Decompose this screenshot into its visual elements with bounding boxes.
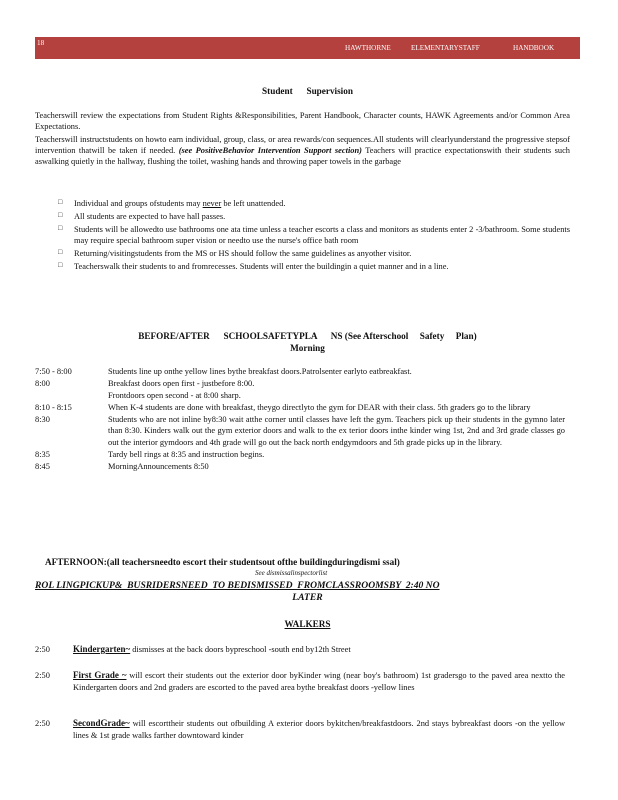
walkers-title: WALKERS — [284, 619, 331, 629]
dismissal-rule-cont: LATER — [292, 592, 323, 603]
pbis-note: (see PositiveBehavior Intervention Support section) — [178, 146, 362, 156]
dismissal-rule: ROL LINGPICKUP& BUSRIDERSNEED TO BEDISMISSED FROMCLASSROOMSBY 2:40 NO — [35, 580, 440, 591]
supervision-paragraph-b-1: Teacherswill instructstudents on howto earn individual, group, class, or area rewards/con sequences.All students will clearlyunderstand the progressive stepsof intervention thatwill be taken if needed. — [35, 135, 570, 156]
schedule-row — [35, 414, 565, 447]
afternoon-note: See dismissalinspectorlist — [255, 569, 328, 577]
walker-grade-label: SecondGrade~ — [73, 718, 130, 728]
schedule-time: 8:10 - 8:15 — [35, 403, 72, 413]
walker-time: 2:50 — [35, 719, 50, 728]
bullet-text: Individual and groups ofstudents may — [74, 199, 201, 208]
schedule-text: When K-4 students are done with breakfast, theygo directlyto the gym for DEAR with their class. 5th graders go to the library — [108, 403, 531, 413]
supervision-paragraph-a: Teacherswill review the expectations from Student Rights &Responsibilities, Parent Handbook, Character counts, HAWK Agreements and/or Common Area Expectations. — [35, 111, 570, 132]
schedule-row — [35, 378, 565, 389]
supervision-paragraph-b-2: Teachers will practice expectationswith their students such aswalking quietly in the hallway, flushing the toilet, washing hands and throwing paper towels in the garbage — [35, 146, 570, 167]
bullet-emphasis: never — [202, 199, 222, 208]
schedule-text: Students line up onthe yellow lines bythe breakfast doors.Patrolsenter earlyto eatbreakfast. — [108, 367, 412, 376]
supervision-paragraph-b — [35, 134, 570, 167]
morning-heading: Morning — [290, 343, 325, 353]
schedule-time: 8:30 — [35, 415, 50, 425]
before-after-title: BEFORE/AFTER SCHOOLSAFETYPLA NS (See Afterschool Safety Plan) — [138, 331, 477, 341]
list-item: □ Students will be allowedto use bathrooms one ata time unless a teacher escorts a class and monitors as students enter 2 -3/bathroom. Some students may require special bathroom super vision or needto use the nurse's office bath room — [58, 224, 570, 246]
header-bar — [35, 37, 580, 59]
afternoon-heading: AFTERNOON:(all teachersneedto escort their studentsout ofthe buildingduringdismi ssal) — [45, 557, 400, 567]
walker-grade-label: Kindergarten~ — [73, 644, 131, 654]
walker-text: will escort their students out the exterior door byKinder wing (near boy's bathroom) 1st gradersgo to the paved area nextto the Kindergarten doors and 2nd graders are escorted to the paved area bythe breakfast doors -yellow lines — [73, 671, 566, 692]
list-item — [58, 198, 570, 209]
schedule-row — [35, 366, 565, 377]
schedule-time — [35, 390, 108, 401]
list-item: □ All students are expected to have hall passes. — [58, 211, 570, 222]
schedule-row — [35, 461, 565, 472]
walker-time: 2:50 — [35, 645, 50, 654]
walker-time: 2:50 — [35, 671, 50, 680]
schedule-time: 8:35 — [35, 449, 50, 459]
walker-text: will escorttheir students out ofbuilding A exterior doors bykitchen/breakfastdoors. 2nd stays bybreakfast doors -on the yellow lines & 1st grade walks farther downtoward kinder — [73, 719, 565, 740]
schedule-time: 7:50 - 8:00 — [35, 367, 72, 376]
walker-text: dismisses at the back doors bypreschool -south end by12th Street — [132, 645, 351, 654]
list-item: □ Teacherswalk their students to and fromrecesses. Students will enter the buildingin a quiet manner and in a line. — [58, 261, 570, 272]
walker-row — [35, 670, 565, 693]
schedule-row — [35, 390, 565, 401]
header-school: HAWTHORNE — [345, 44, 391, 52]
walker-grade-label: First Grade ~ — [73, 670, 127, 680]
list-item: □ Returning/visitingstudents from the MS or HS should follow the same guidelines as anyother visitor. — [58, 248, 570, 259]
walker-row — [35, 718, 565, 741]
schedule-text: Breakfast doors open first - justbefore 8:00. — [108, 379, 255, 389]
schedule-text: MorningAnnouncements 8:50 — [108, 461, 209, 471]
schedule-time: 8:00 — [35, 379, 50, 389]
schedule-text: Tardy bell rings at 8:35 and instruction begins. — [108, 449, 265, 459]
walkers-heading — [35, 618, 580, 630]
supervision-bullet-list — [58, 198, 570, 274]
supervision-title: Student Supervision — [262, 86, 353, 96]
page-number: 18 — [37, 39, 45, 47]
schedule-time: 8:45 — [35, 461, 50, 471]
walker-row — [35, 644, 565, 656]
header-dept: ELEMENTARYSTAFF — [411, 44, 480, 52]
morning-schedule — [35, 366, 565, 473]
schedule-text: Frontdoors open second - at 8:00 sharp. — [108, 391, 241, 401]
schedule-text: Students who are not inline by8:30 wait atthe corner until classes have left the gym. Teachers pick up their students in the gymno later than 8:30. Kinders walk out the gym exterior doors and walk to the ex terior doors inthe kinder wing 1st, 2nd and 3rd grade classes go out the interior gymdoors and 4th grade will go out the back north endgymdoors and 5th grade picks up in the library. — [108, 415, 565, 447]
header-doc: HANDBOOK — [513, 44, 555, 52]
schedule-row — [35, 449, 565, 460]
bullet-text: be left unattended. — [223, 199, 286, 208]
schedule-row — [35, 402, 565, 413]
